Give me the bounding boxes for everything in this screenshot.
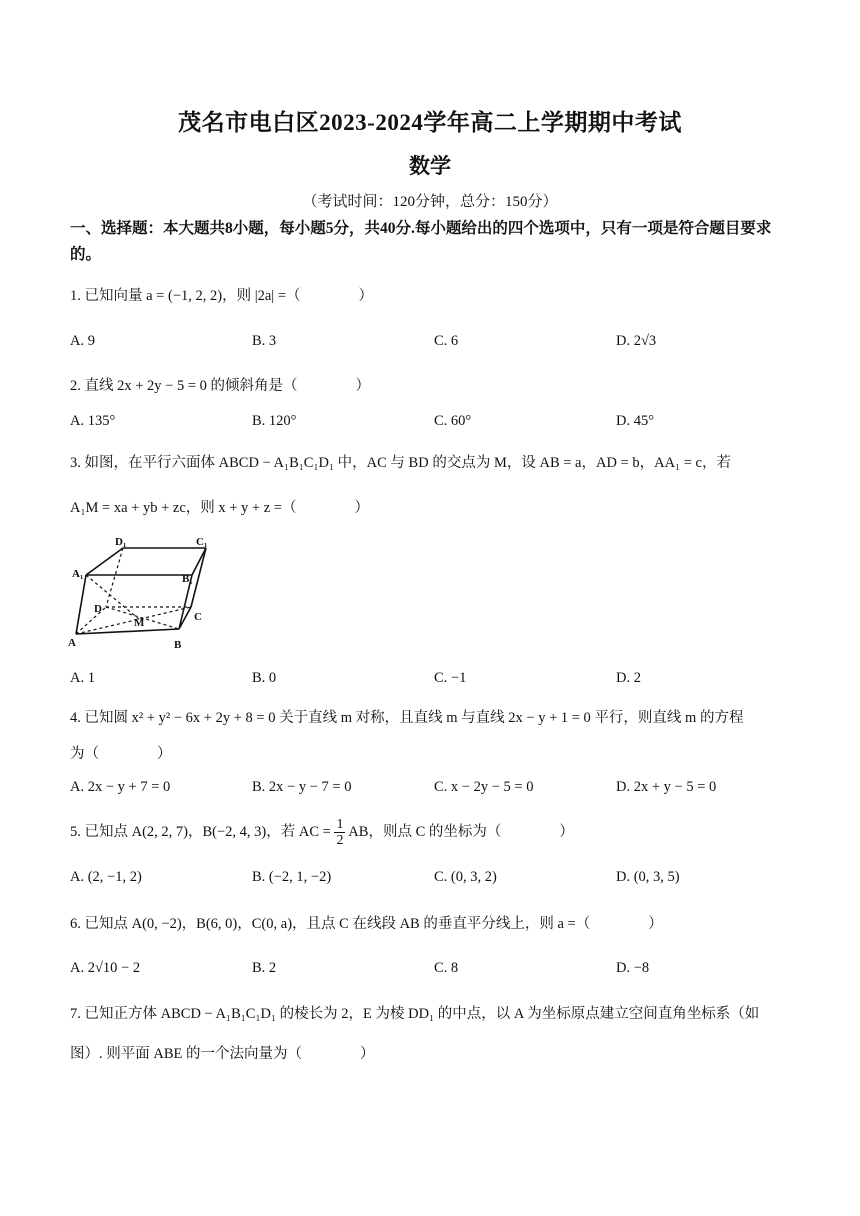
exam-title: 茂名市电白区2023-2024学年高二上学期期中考试 — [178, 110, 682, 135]
q2-option-a: A. 135° — [70, 413, 116, 429]
exam-subject: 数学 — [409, 154, 451, 178]
q5-frac-den: 2 — [336, 833, 344, 848]
label-b1: B₁ — [182, 573, 193, 585]
label-c1: C₁ — [196, 536, 208, 548]
q1-option-d: D. 2√3 — [616, 333, 657, 349]
q5-option-b: B. (−2, 1, −2) — [252, 869, 332, 885]
q5-option-d: D. (0, 3, 5) — [616, 869, 680, 885]
q4-option-b: B. 2x − y − 7 = 0 — [252, 779, 352, 795]
q5-stem — [70, 817, 574, 848]
q6-option-b: B. 2 — [252, 960, 277, 976]
q4-option-c: C. x − 2y − 5 = 0 — [434, 779, 534, 795]
label-a1: A₁ — [72, 568, 84, 580]
label-b: B — [174, 639, 182, 651]
label-c: C — [194, 611, 202, 623]
q3-option-a: A. 1 — [70, 670, 95, 686]
q4-option-a: A. 2x − y + 7 = 0 — [70, 779, 171, 795]
q6-stem: 6. 已知点 A(0, −2)，B(6, 0)，C(0, a)，且点 C 在线段 AB 的垂直平分线上，则 a =（ ） — [70, 916, 663, 932]
q5-stem-pre: 5. 已知点 A(2, 2, 7)，B(−2, 4, 3)，若 AC = — [70, 823, 331, 840]
q5-option-c: C. (0, 3, 2) — [434, 869, 497, 885]
q1-option-b: B. 3 — [252, 333, 277, 349]
parallelepiped-figure — [66, 534, 226, 656]
q1-option-a: A. 9 — [70, 333, 95, 349]
q4-stem-line2: 为（ ） — [70, 746, 172, 762]
q2-option-b: B. 120° — [252, 413, 297, 429]
q1-stem: 1. 已知向量 a = (−1, 2, 2)，则 |2a| =（ ） — [70, 288, 373, 304]
q3-stem-line1: 3. 如图，在平行六面体 ABCD − A₁B₁C₁D₁ 中，AC 与 BD 的交点为 M，设 AB = a，AD = b，AA₁ = c，若 — [70, 455, 731, 471]
q3-option-c: C. −1 — [434, 670, 467, 686]
q7-stem-line2: 图）. 则平面 ABE 的一个法向量为（ ） — [70, 1046, 375, 1062]
exam-info: （考试时间：120分钟，总分：150分） — [302, 194, 558, 210]
q2-option-c: C. 60° — [434, 413, 472, 429]
q5-stem-post: AB，则点 C 的坐标为（ ） — [348, 823, 574, 840]
label-a: A — [68, 637, 76, 649]
q3-option-b: B. 0 — [252, 670, 277, 686]
q2-stem: 2. 直线 2x + 2y − 5 = 0 的倾斜角是（ ） — [70, 378, 371, 394]
q4-option-d: D. 2x + y − 5 = 0 — [616, 779, 717, 795]
q5-fraction — [334, 817, 345, 848]
q6-option-d: D. −8 — [616, 960, 650, 976]
q6-option-c: C. 8 — [434, 960, 459, 976]
q1-option-c: C. 6 — [434, 333, 459, 349]
q7-stem-line1: 7. 已知正方体 ABCD − A₁B₁C₁D₁ 的棱长为 2，E 为棱 DD₁ 的中点，以 A 为坐标原点建立空间直角坐标系（如 — [70, 1006, 760, 1022]
label-d: D — [94, 603, 102, 615]
label-m: M — [134, 617, 145, 629]
q6-option-a: A. 2√10 − 2 — [70, 960, 141, 976]
q5-frac-num: 1 — [336, 817, 344, 832]
q3-stem-line2: A₁M = xa + yb + zc，则 x + y + z =（ ） — [70, 500, 369, 516]
q3-option-d: D. 2 — [616, 670, 641, 686]
q2-option-d: D. 45° — [616, 413, 655, 429]
section-heading: 一、选择题：本大题共8小题，每小题5分，共40分.每小题给出的四个选项中，只有一项是符合题目要求的。 — [70, 220, 772, 263]
label-d1: D₁ — [115, 536, 127, 548]
q5-option-a: A. (2, −1, 2) — [70, 869, 142, 885]
q4-stem-line1: 4. 已知圆 x² + y² − 6x + 2y + 8 = 0 关于直线 m 对称，且直线 m 与直线 2x − y + 1 = 0 平行，则直线 m 的方程 — [70, 710, 744, 726]
